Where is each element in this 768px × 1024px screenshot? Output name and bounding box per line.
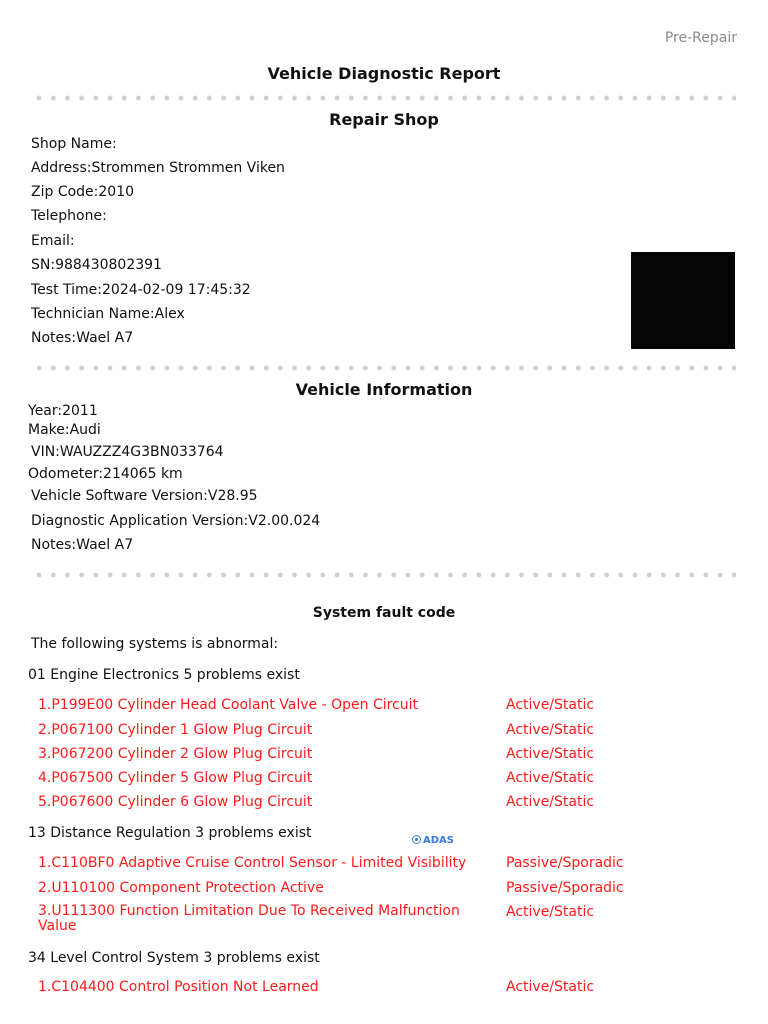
fault-code-item: 3.U111300 Function Limitation Due To Received Malfunction Value — [38, 903, 460, 934]
technician-name-line: Technician Name:Alex — [31, 306, 185, 322]
divider — [32, 572, 736, 578]
diagnostic-app-version-line: Diagnostic Application Version:V2.00.024 — [31, 513, 321, 529]
report-stage-label: Pre-Repair — [664, 30, 737, 46]
section-title-vehicle-information: Vehicle Information — [295, 380, 473, 399]
page-title: Vehicle Diagnostic Report — [267, 64, 501, 83]
target-icon — [412, 835, 421, 844]
email-line: Email: — [31, 233, 75, 249]
system-title-level-control: 34 Level Control System 3 problems exist — [28, 950, 320, 966]
shop-name-line: Shop Name: — [31, 136, 117, 152]
fault-code-item: 1.C110BF0 Adaptive Cruise Control Sensor - Limited Visibility — [38, 855, 467, 871]
fault-status: Active/Static — [506, 722, 595, 738]
system-title-engine-electronics: 01 Engine Electronics 5 problems exist — [28, 667, 300, 683]
address-line: Address:Strommen Strommen Viken — [31, 160, 285, 176]
fault-status: Active/Static — [506, 697, 595, 713]
fault-status: Active/Static — [506, 770, 595, 786]
test-time-line: Test Time:2024-02-09 17:45:32 — [31, 282, 251, 298]
vin-line: VIN:WAUZZZ4G3BN033764 — [31, 444, 224, 460]
fault-code-item: 5.P067600 Cylinder 6 Glow Plug Circuit — [38, 794, 313, 810]
telephone-line: Telephone: — [31, 208, 107, 224]
vehicle-notes-line: Notes:Wael A7 — [31, 537, 134, 553]
fault-status: Passive/Sporadic — [506, 880, 624, 896]
odometer-line: Odometer:214065 km — [28, 466, 183, 482]
shop-notes-line: Notes:Wael A7 — [31, 330, 134, 346]
section-title-repair-shop: Repair Shop — [329, 110, 439, 129]
fault-status: Active/Static — [506, 904, 595, 920]
adas-badge-label: ADAS — [423, 835, 454, 846]
fault-intro: The following systems is abnormal: — [31, 636, 279, 652]
make-line: Make:Audi — [28, 422, 101, 438]
fault-code-item: 1.C104400 Control Position Not Learned — [38, 979, 319, 995]
fault-status: Active/Static — [506, 794, 595, 810]
adas-badge — [412, 835, 454, 846]
fault-status: Passive/Sporadic — [506, 855, 624, 871]
fault-status: Active/Static — [506, 746, 595, 762]
fault-code-item: 2.P067100 Cylinder 1 Glow Plug Circuit — [38, 722, 313, 738]
fault-code-item: 3.P067200 Cylinder 2 Glow Plug Circuit — [38, 746, 313, 762]
fault-status: Active/Static — [506, 979, 595, 995]
vehicle-software-version-line: Vehicle Software Version:V28.95 — [31, 488, 258, 504]
qr-code-redacted — [631, 252, 735, 349]
fault-code-item: 2.U110100 Component Protection Active — [38, 880, 324, 896]
fault-code-item: 4.P067500 Cylinder 5 Glow Plug Circuit — [38, 770, 313, 786]
year-line: Year:2011 — [28, 403, 98, 419]
system-title-distance-regulation: 13 Distance Regulation 3 problems exist — [28, 825, 312, 841]
serial-number-line: SN:988430802391 — [31, 257, 162, 273]
fault-code-item: 1.P199E00 Cylinder Head Coolant Valve - Open Circuit — [38, 697, 419, 713]
section-title-fault-codes: System fault code — [312, 605, 456, 621]
divider — [32, 95, 736, 101]
divider — [32, 365, 736, 371]
zip-code-line: Zip Code:2010 — [31, 184, 135, 200]
